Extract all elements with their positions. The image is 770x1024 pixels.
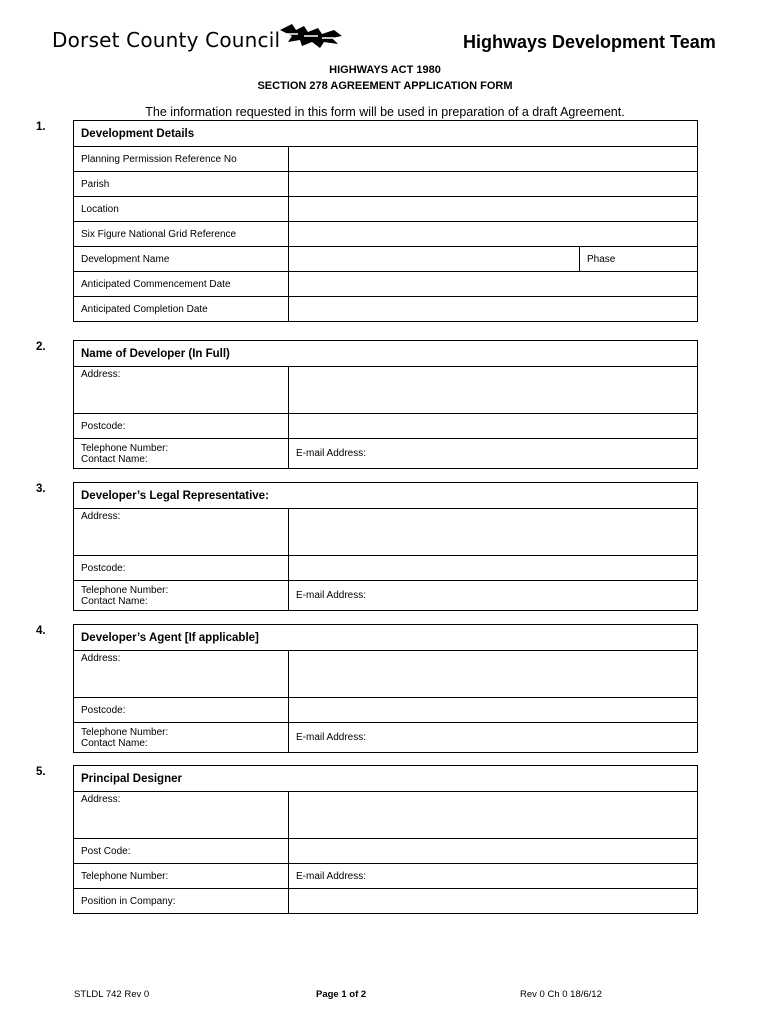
field-label: Telephone Number: xyxy=(81,584,169,596)
page-number: Page 1 of 2 xyxy=(316,989,367,1000)
planning-ref-input[interactable] xyxy=(289,147,698,172)
telephone-contact-field[interactable] xyxy=(74,439,289,469)
development-name-input[interactable] xyxy=(289,247,580,272)
field-label: Post Code: xyxy=(74,839,289,864)
field-label: Address: xyxy=(74,509,289,556)
section-title: Principal Designer xyxy=(74,766,698,792)
field-label: Postcode: xyxy=(74,698,289,723)
form-reference: STLDL 742 Rev 0 xyxy=(74,989,150,1000)
telephone-contact-field[interactable] xyxy=(74,723,289,753)
parish-input[interactable] xyxy=(289,172,698,197)
field-label: Parish xyxy=(74,172,289,197)
developer-table xyxy=(73,340,698,469)
agent-table xyxy=(73,624,698,753)
completion-date-input[interactable] xyxy=(289,297,698,322)
wyvern-logo-icon xyxy=(278,20,344,52)
phase-input[interactable]: Phase xyxy=(580,247,698,272)
field-label: Telephone Number: xyxy=(81,442,169,454)
legal-email-input[interactable]: E-mail Address: xyxy=(289,581,698,611)
section-number-1: 1. xyxy=(36,121,46,133)
designer-address-input[interactable] xyxy=(289,792,698,839)
section-title: Developer’s Legal Representative: xyxy=(74,483,698,509)
field-label: Contact Name: xyxy=(81,453,148,465)
section-number-5: 5. xyxy=(36,766,46,778)
field-label: Contact Name: xyxy=(81,595,148,607)
section-number-4: 4. xyxy=(36,625,46,637)
agent-postcode-input[interactable] xyxy=(289,698,698,723)
field-label: Telephone Number: xyxy=(81,726,169,738)
telephone-contact-field[interactable] xyxy=(74,581,289,611)
development-details-table xyxy=(73,120,698,322)
field-label: Position in Company: xyxy=(74,889,289,914)
telephone-field[interactable]: Telephone Number: xyxy=(74,864,289,889)
field-label: Anticipated Commencement Date xyxy=(74,272,289,297)
commencement-date-input[interactable] xyxy=(289,272,698,297)
field-label: Address: xyxy=(74,651,289,698)
act-title: HIGHWAYS ACT 1980 xyxy=(329,64,441,76)
field-label: Contact Name: xyxy=(81,737,148,749)
section-title: Developer’s Agent [If applicable] xyxy=(74,625,698,651)
agent-address-input[interactable] xyxy=(289,651,698,698)
revision-info: Rev 0 Ch 0 18/6/12 xyxy=(520,989,602,1000)
principal-designer-table xyxy=(73,765,698,914)
developer-email-input[interactable]: E-mail Address: xyxy=(289,439,698,469)
field-label: Planning Permission Reference No xyxy=(74,147,289,172)
designer-position-input[interactable] xyxy=(289,889,698,914)
field-label: Postcode: xyxy=(74,556,289,581)
legal-rep-table xyxy=(73,482,698,611)
section-number-3: 3. xyxy=(36,483,46,495)
field-label: Address: xyxy=(74,367,289,414)
grid-ref-input[interactable] xyxy=(289,222,698,247)
council-name: Dorset County Council xyxy=(52,28,281,52)
developer-address-input[interactable] xyxy=(289,367,698,414)
legal-address-input[interactable] xyxy=(289,509,698,556)
form-title: SECTION 278 AGREEMENT APPLICATION FORM xyxy=(257,80,513,92)
section-number-2: 2. xyxy=(36,341,46,353)
field-label: Postcode: xyxy=(74,414,289,439)
field-label: Six Figure National Grid Reference xyxy=(74,222,289,247)
location-input[interactable] xyxy=(289,197,698,222)
intro-text: The information requested in this form will be used in preparation of a draft Agreement. xyxy=(145,105,625,119)
legal-postcode-input[interactable] xyxy=(289,556,698,581)
field-label: Location xyxy=(74,197,289,222)
designer-postcode-input[interactable] xyxy=(289,839,698,864)
team-name: Highways Development Team xyxy=(463,32,716,52)
field-label: Anticipated Completion Date xyxy=(74,297,289,322)
agent-email-input[interactable]: E-mail Address: xyxy=(289,723,698,753)
section-title: Name of Developer (In Full) xyxy=(74,341,698,367)
field-label: Development Name xyxy=(74,247,289,272)
designer-email-input[interactable]: E-mail Address: xyxy=(289,864,698,889)
developer-postcode-input[interactable] xyxy=(289,414,698,439)
field-label: Address: xyxy=(74,792,289,839)
section-title: Development Details xyxy=(74,121,698,147)
